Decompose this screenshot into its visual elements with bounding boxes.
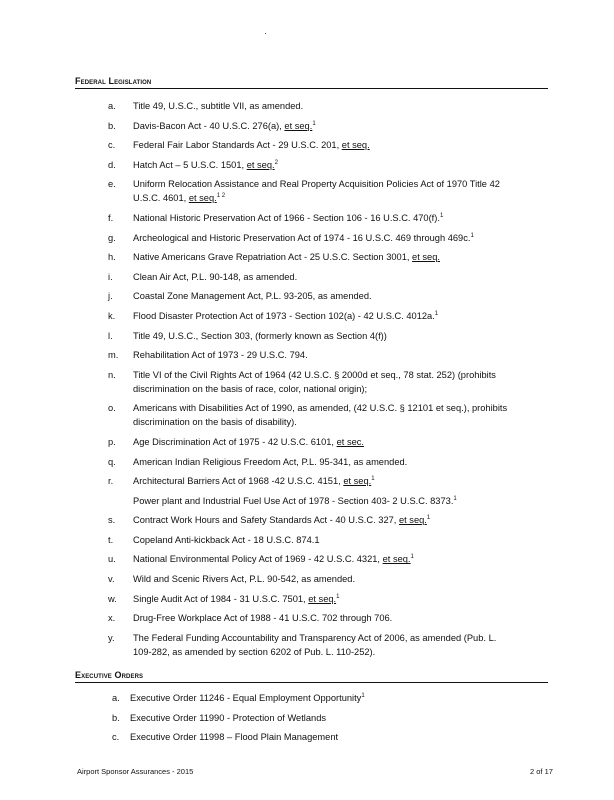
- item-body: [133, 231, 548, 245]
- footnote-marker: 1: [426, 515, 431, 522]
- footnote-marker: 1: [453, 495, 457, 502]
- item-body: [133, 250, 548, 264]
- list-item: [108, 348, 548, 362]
- item-letter: c.: [108, 140, 116, 151]
- item-text: Native Americans Grave Repatriation Act - 25 U.S.C. Section 3001,: [133, 252, 413, 263]
- et-seq-link[interactable]: et seq.: [308, 593, 337, 604]
- item-text: Contract Work Hours and Safety Standards Act - 40 U.S.C. 327,: [133, 515, 399, 526]
- list-item: [112, 711, 552, 725]
- et-seq-link[interactable]: et seq.: [398, 515, 427, 526]
- item-text: Executive Order 11998 – Flood Plain Management: [130, 732, 339, 743]
- et-seq-link[interactable]: et seq.: [412, 252, 440, 263]
- item-letter: x.: [108, 613, 116, 624]
- list-item: [108, 533, 548, 547]
- item-text: Title 49, U.S.C., subtitle VII, as amended.: [133, 101, 304, 111]
- item-text: National Environmental Policy Act of 1969 - 42 U.S.C. 4321,: [133, 554, 383, 565]
- item-letter: b.: [108, 120, 116, 131]
- footnote-marker: 1: [439, 212, 444, 219]
- item-body: [133, 513, 548, 527]
- item-letter: w.: [108, 593, 117, 604]
- footnote-marker: 1: [470, 232, 474, 239]
- list-item: [108, 552, 548, 566]
- item-letter: n.: [108, 369, 116, 380]
- item-body: [133, 177, 548, 205]
- item-body: [133, 435, 548, 449]
- footer-title: Airport Sponsor Assurances - 2015: [77, 767, 194, 776]
- list-item: [108, 513, 548, 527]
- item-body: [133, 138, 548, 152]
- item-text: Flood Disaster Protection Act of 1973 - Section 102(a) - 42 U.S.C. 4012a.: [133, 310, 435, 321]
- list-item: [108, 474, 548, 488]
- item-letter: b.: [112, 712, 120, 723]
- item-text: Davis-Bacon Act - 40 U.S.C. 276(a),: [133, 120, 285, 131]
- list-item: [108, 611, 548, 625]
- item-body: [133, 474, 548, 488]
- et-seq-link[interactable]: et seq.: [246, 159, 275, 170]
- item-letter: c.: [112, 732, 120, 743]
- item-text-continued: discrimination on the basis of disability).: [133, 417, 297, 428]
- item-text-continued: discrimination on the basis of race, color, national origin);: [133, 383, 368, 394]
- list-item: [108, 138, 548, 152]
- item-letter: k.: [108, 310, 116, 321]
- item-text: The Federal Funding Accountability and Transparency Act of 2006, as amended (Pub. L.: [133, 632, 497, 643]
- item-text: Drug-Free Workplace Act of 1988 - 41 U.S.C. 702 through 706.: [133, 613, 393, 624]
- list-item: [108, 309, 548, 323]
- item-letter: g.: [108, 232, 116, 243]
- et-seq-link[interactable]: et seq.: [343, 476, 372, 487]
- list-item: [108, 368, 548, 396]
- item-body: [133, 270, 548, 284]
- item-letter: s.: [108, 515, 116, 526]
- page-number: 2 of 17: [530, 767, 553, 776]
- heading-text: Federal Legislation: [75, 76, 152, 86]
- item-text: American Indian Religious Freedom Act, P.L. 95-341, as amended.: [133, 456, 408, 467]
- item-letter: y.: [108, 632, 115, 643]
- footnote-marker: 1 2: [216, 193, 226, 200]
- item-text: Archeological and Historic Preservation Act of 1974 - 16 U.S.C. 469 through 469c.: [133, 232, 471, 243]
- list-item: [108, 158, 548, 172]
- list-item: [108, 289, 548, 303]
- item-text: Wild and Scenic Rivers Act, P.L. 90-542, as amended.: [133, 574, 356, 585]
- footnote-marker: 1: [371, 476, 375, 483]
- item-letter: m.: [108, 350, 119, 361]
- item-letter: l.: [108, 330, 113, 341]
- item-body: [133, 552, 548, 566]
- list-item: [112, 730, 552, 744]
- list-item: [108, 270, 548, 284]
- item-text: National Historic Preservation Act of 1966 - Section 106 - 16 U.S.C. 470(f).: [133, 212, 440, 223]
- et-seq-link[interactable]: et sec.: [336, 436, 364, 447]
- item-body: [133, 211, 548, 225]
- executive-orders-heading: [75, 670, 548, 683]
- item-body: [133, 348, 548, 362]
- item-text-continued: 109-282, as amended by section 6202 of Pub. L. 110-252).: [133, 646, 376, 657]
- et-seq-link[interactable]: et seq.: [188, 193, 217, 204]
- item-body: [133, 289, 548, 303]
- list-item: [108, 592, 548, 606]
- list-item: [108, 494, 548, 508]
- item-text-continued: U.S.C. 4601,: [133, 193, 189, 204]
- item-text: Title 49, U.S.C., Section 303, (formerly known as Section 4(f)): [133, 330, 387, 341]
- footnote-marker: 1: [312, 120, 316, 127]
- item-text: Age Discrimination Act of 1975 - 42 U.S.C. 6101,: [133, 436, 337, 447]
- list-item: [108, 119, 548, 133]
- et-seq-link[interactable]: et seq.: [284, 120, 313, 131]
- item-letter: d.: [108, 159, 116, 170]
- item-text: Hatch Act – 5 U.S.C. 1501,: [133, 159, 247, 170]
- item-letter: t.: [108, 534, 114, 545]
- item-text: Federal Fair Labor Standards Act - 29 U.S.C. 201,: [133, 140, 342, 151]
- item-text: Copeland Anti-kickback Act - 18 U.S.C. 874.1: [133, 534, 320, 545]
- et-seq-link[interactable]: et seq.: [341, 140, 370, 151]
- list-item: [108, 99, 548, 113]
- federal-legislation-list: [108, 99, 548, 664]
- footnote-marker: 1: [336, 593, 340, 600]
- item-body: [133, 494, 548, 508]
- executive-orders-list: [112, 691, 552, 750]
- item-body: [130, 730, 552, 744]
- item-body: [130, 711, 552, 725]
- item-text: Executive Order 11246 - Equal Employment Opportunity: [130, 693, 362, 703]
- item-body: [133, 401, 548, 429]
- item-body: [133, 368, 548, 396]
- item-body: [133, 455, 548, 469]
- item-body: [133, 572, 548, 586]
- list-item: [108, 572, 548, 586]
- item-letter: q.: [108, 456, 116, 467]
- item-body: [133, 158, 548, 172]
- et-seq-link[interactable]: et seq.: [382, 554, 411, 565]
- item-letter: [108, 494, 133, 508]
- footnote-marker: 1: [410, 554, 414, 561]
- item-letter: a.: [112, 693, 120, 703]
- item-letter: u.: [108, 554, 116, 565]
- item-text: Americans with Disabilities Act of 1990, as amended, (42 U.S.C. § 12101 et seq.), prohibits: [133, 403, 508, 414]
- list-item: [108, 177, 548, 205]
- item-text: Architectural Barriers Act of 1968 -42 U.S.C. 4151,: [133, 476, 344, 487]
- list-item: [108, 231, 548, 245]
- list-item: [108, 455, 548, 469]
- list-item: [108, 435, 548, 449]
- scan-speck: [265, 33, 266, 34]
- list-item: [112, 691, 552, 705]
- item-text: Coastal Zone Management Act, P.L. 93-205, as amended.: [133, 291, 372, 302]
- list-item: [108, 211, 548, 225]
- item-body: [133, 309, 548, 323]
- footnote-marker: 1: [434, 310, 439, 317]
- item-body: [133, 592, 548, 606]
- item-text: Power plant and Industrial Fuel Use Act of 1978 - Section 403- 2 U.S.C. 8373.: [133, 495, 454, 506]
- item-body: [133, 533, 548, 547]
- item-body: [133, 611, 548, 625]
- item-body: [130, 691, 552, 705]
- item-text: Single Audit Act of 1984 - 31 U.S.C. 7501,: [133, 593, 309, 604]
- item-text: Clean Air Act, P.L. 90-148, as amended.: [133, 271, 298, 282]
- item-letter: r.: [108, 476, 114, 487]
- item-letter: a.: [108, 101, 116, 111]
- item-letter: j.: [108, 291, 113, 302]
- footnote-marker: 1: [361, 693, 365, 699]
- list-item: [108, 329, 548, 343]
- item-body: [133, 99, 548, 113]
- item-letter: f.: [108, 212, 114, 223]
- item-body: [133, 631, 548, 659]
- list-item: [108, 401, 548, 429]
- item-body: [133, 329, 548, 343]
- item-text: Title VI of the Civil Rights Act of 1964 (42 U.S.C. § 2000d et seq., 78 stat. 252) (prohibits: [133, 369, 496, 380]
- item-letter: i.: [108, 271, 113, 282]
- item-letter: h.: [108, 252, 116, 263]
- footnote-marker: 2: [274, 159, 278, 166]
- item-letter: v.: [108, 574, 115, 585]
- federal-legislation-heading: [75, 76, 548, 89]
- list-item: [108, 631, 548, 659]
- item-text: Uniform Relocation Assistance and Real Property Acquisition Policies Act of 1970 Title 42: [133, 179, 500, 190]
- heading-text: Executive Orders: [75, 670, 144, 680]
- item-letter: o.: [108, 403, 116, 414]
- list-item: [108, 250, 548, 264]
- item-text: Rehabilitation Act of 1973 - 29 U.S.C. 794.: [133, 350, 308, 361]
- item-text: Executive Order 11990 - Protection of Wetlands: [130, 712, 327, 723]
- item-letter: p.: [108, 436, 116, 447]
- item-letter: e.: [108, 179, 116, 190]
- item-body: [133, 119, 548, 133]
